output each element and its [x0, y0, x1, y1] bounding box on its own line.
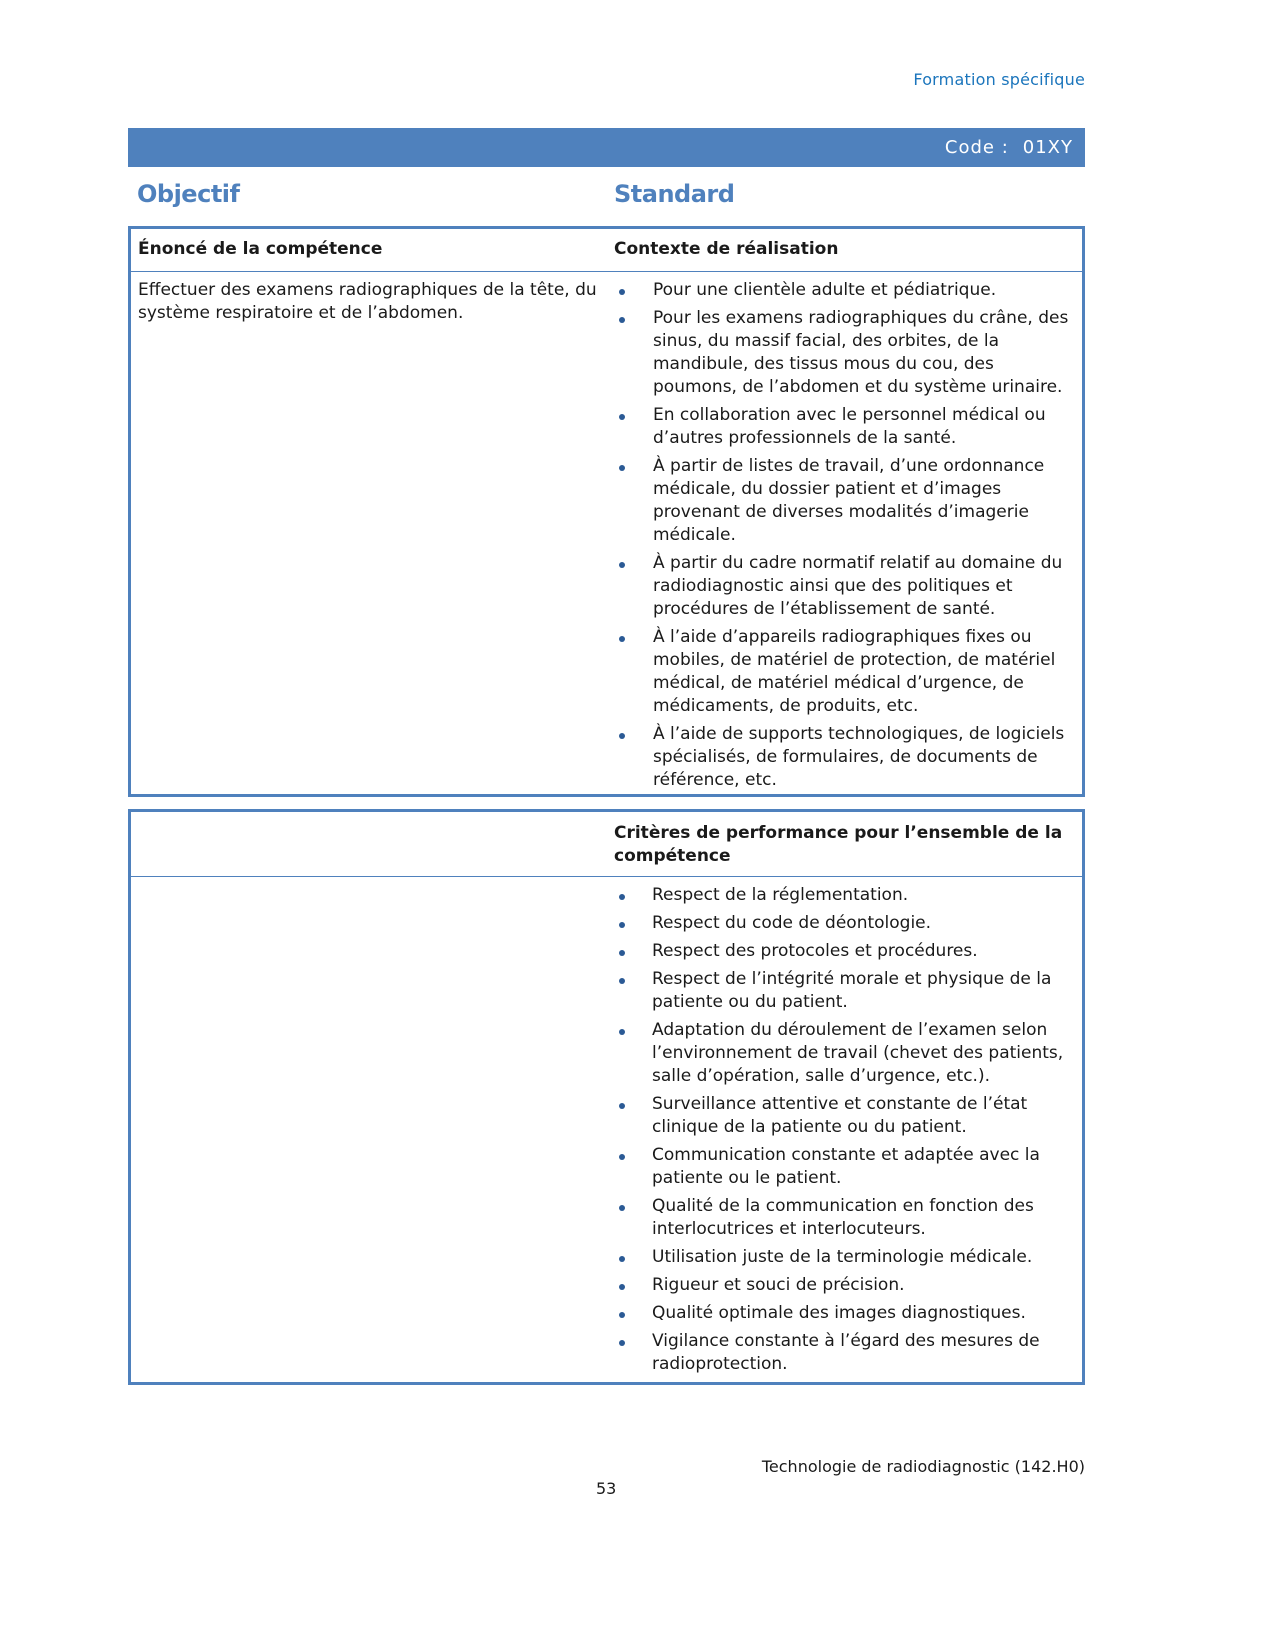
bullet-icon — [619, 465, 625, 471]
enonce-header: Énoncé de la compétence — [138, 239, 383, 259]
list-item: Respect du code de déontologie. — [614, 912, 1076, 935]
bullet-icon — [619, 1284, 625, 1290]
footer-program-title: Technologie de radiodiagnostic (142.H0) — [761, 1457, 1085, 1476]
list-item: Communication constante et adaptée avec la patiente ou le patient. — [614, 1144, 1076, 1190]
bullet-icon — [619, 1029, 625, 1035]
page-number: 53 — [596, 1479, 617, 1498]
criteres-list — [614, 884, 1076, 1376]
contexte-header: Contexte de réalisation — [614, 239, 839, 259]
criteres-list-cell — [608, 877, 1082, 1381]
standard-heading: Standard — [614, 180, 735, 208]
empty-left-header — [131, 812, 608, 876]
list-item: À l’aide de supports technologiques, de logiciels spécialisés, de formulaires, de documents de référence, etc. — [614, 723, 1076, 792]
list-item: Qualité de la communication en fonction des interlocutrices et interlocuteurs. — [614, 1195, 1076, 1241]
list-item: Pour les examens radiographiques du crâne, des sinus, du massif facial, des orbites, de la mandibule, des tissus mous du cou, des poumons, de l’abdomen et du système urinaire. — [614, 307, 1076, 399]
list-item: À partir de listes de travail, d’une ordonnance médicale, du dossier patient et d’images provenant de diverses modalités d’imagerie médicale. — [614, 455, 1076, 547]
performance-criteria-table — [128, 809, 1085, 1385]
list-item: Utilisation juste de la terminologie médicale. — [614, 1246, 1076, 1269]
bullet-icon — [619, 636, 625, 642]
list-item: À l’aide d’appareils radiographiques fixes ou mobiles, de matériel de protection, de matériel médical, de matériel médical d’urgence, de médicaments, de produits, etc. — [614, 626, 1076, 718]
code-value: 01XY — [1022, 137, 1073, 158]
bullet-icon — [619, 289, 625, 295]
bullet-icon — [619, 1312, 625, 1318]
contexte-list-cell — [608, 272, 1082, 797]
list-item: Respect de la réglementation. — [614, 884, 1076, 907]
list-item: Qualité optimale des images diagnostiques. — [614, 1302, 1076, 1325]
bullet-icon — [619, 978, 625, 984]
list-item: En collaboration avec le personnel médical ou d’autres professionnels de la santé. — [614, 404, 1076, 450]
list-item: Vigilance constante à l’égard des mesures de radioprotection. — [614, 1330, 1076, 1376]
code-label: Code : — [944, 137, 1009, 158]
performance-table-body — [131, 877, 1082, 1381]
list-item: Respect de l’intégrité morale et physique de la patiente ou du patient. — [614, 968, 1076, 1014]
empty-left-cell — [131, 877, 608, 1381]
bullet-icon — [619, 414, 625, 420]
bullet-icon — [619, 1256, 625, 1262]
list-item: Surveillance attentive et constante de l’état clinique de la patiente ou du patient. — [614, 1093, 1076, 1139]
bullet-icon — [619, 1340, 625, 1346]
bullet-icon — [619, 950, 625, 956]
code-bar — [128, 128, 1085, 167]
objectif-heading: Objectif — [137, 180, 240, 208]
bullet-icon — [619, 733, 625, 739]
competence-table — [128, 226, 1085, 797]
list-item: Pour une clientèle adulte et pédiatrique. — [614, 279, 1076, 302]
list-item: Respect des protocoles et procédures. — [614, 940, 1076, 963]
contexte-list — [614, 279, 1076, 792]
bullet-icon — [619, 317, 625, 323]
criteres-header: Critères de performance pour l’ensemble de la compétence — [614, 823, 1063, 866]
bullet-icon — [619, 562, 625, 568]
bullet-icon — [619, 922, 625, 928]
list-item: À partir du cadre normatif relatif au domaine du radiodiagnostic ainsi que des politiques et procédures de l’établissement de santé. — [614, 552, 1076, 621]
list-item: Adaptation du déroulement de l’examen selon l’environnement de travail (chevet des patients, salle d’opération, salle d’urgence, etc.). — [614, 1019, 1076, 1088]
competence-table-body — [131, 272, 1082, 797]
bullet-icon — [619, 1154, 625, 1160]
competence-table-header — [131, 229, 1082, 272]
bullet-icon — [619, 894, 625, 900]
bullet-icon — [619, 1103, 625, 1109]
bullet-icon — [619, 1205, 625, 1211]
enonce-text: Effectuer des examens radiographiques de la tête, du système respiratoire et de l’abdomen. — [138, 280, 597, 323]
running-header-title: Formation spécifique — [913, 70, 1085, 89]
performance-table-header — [131, 812, 1082, 877]
list-item: Rigueur et souci de précision. — [614, 1274, 1076, 1297]
